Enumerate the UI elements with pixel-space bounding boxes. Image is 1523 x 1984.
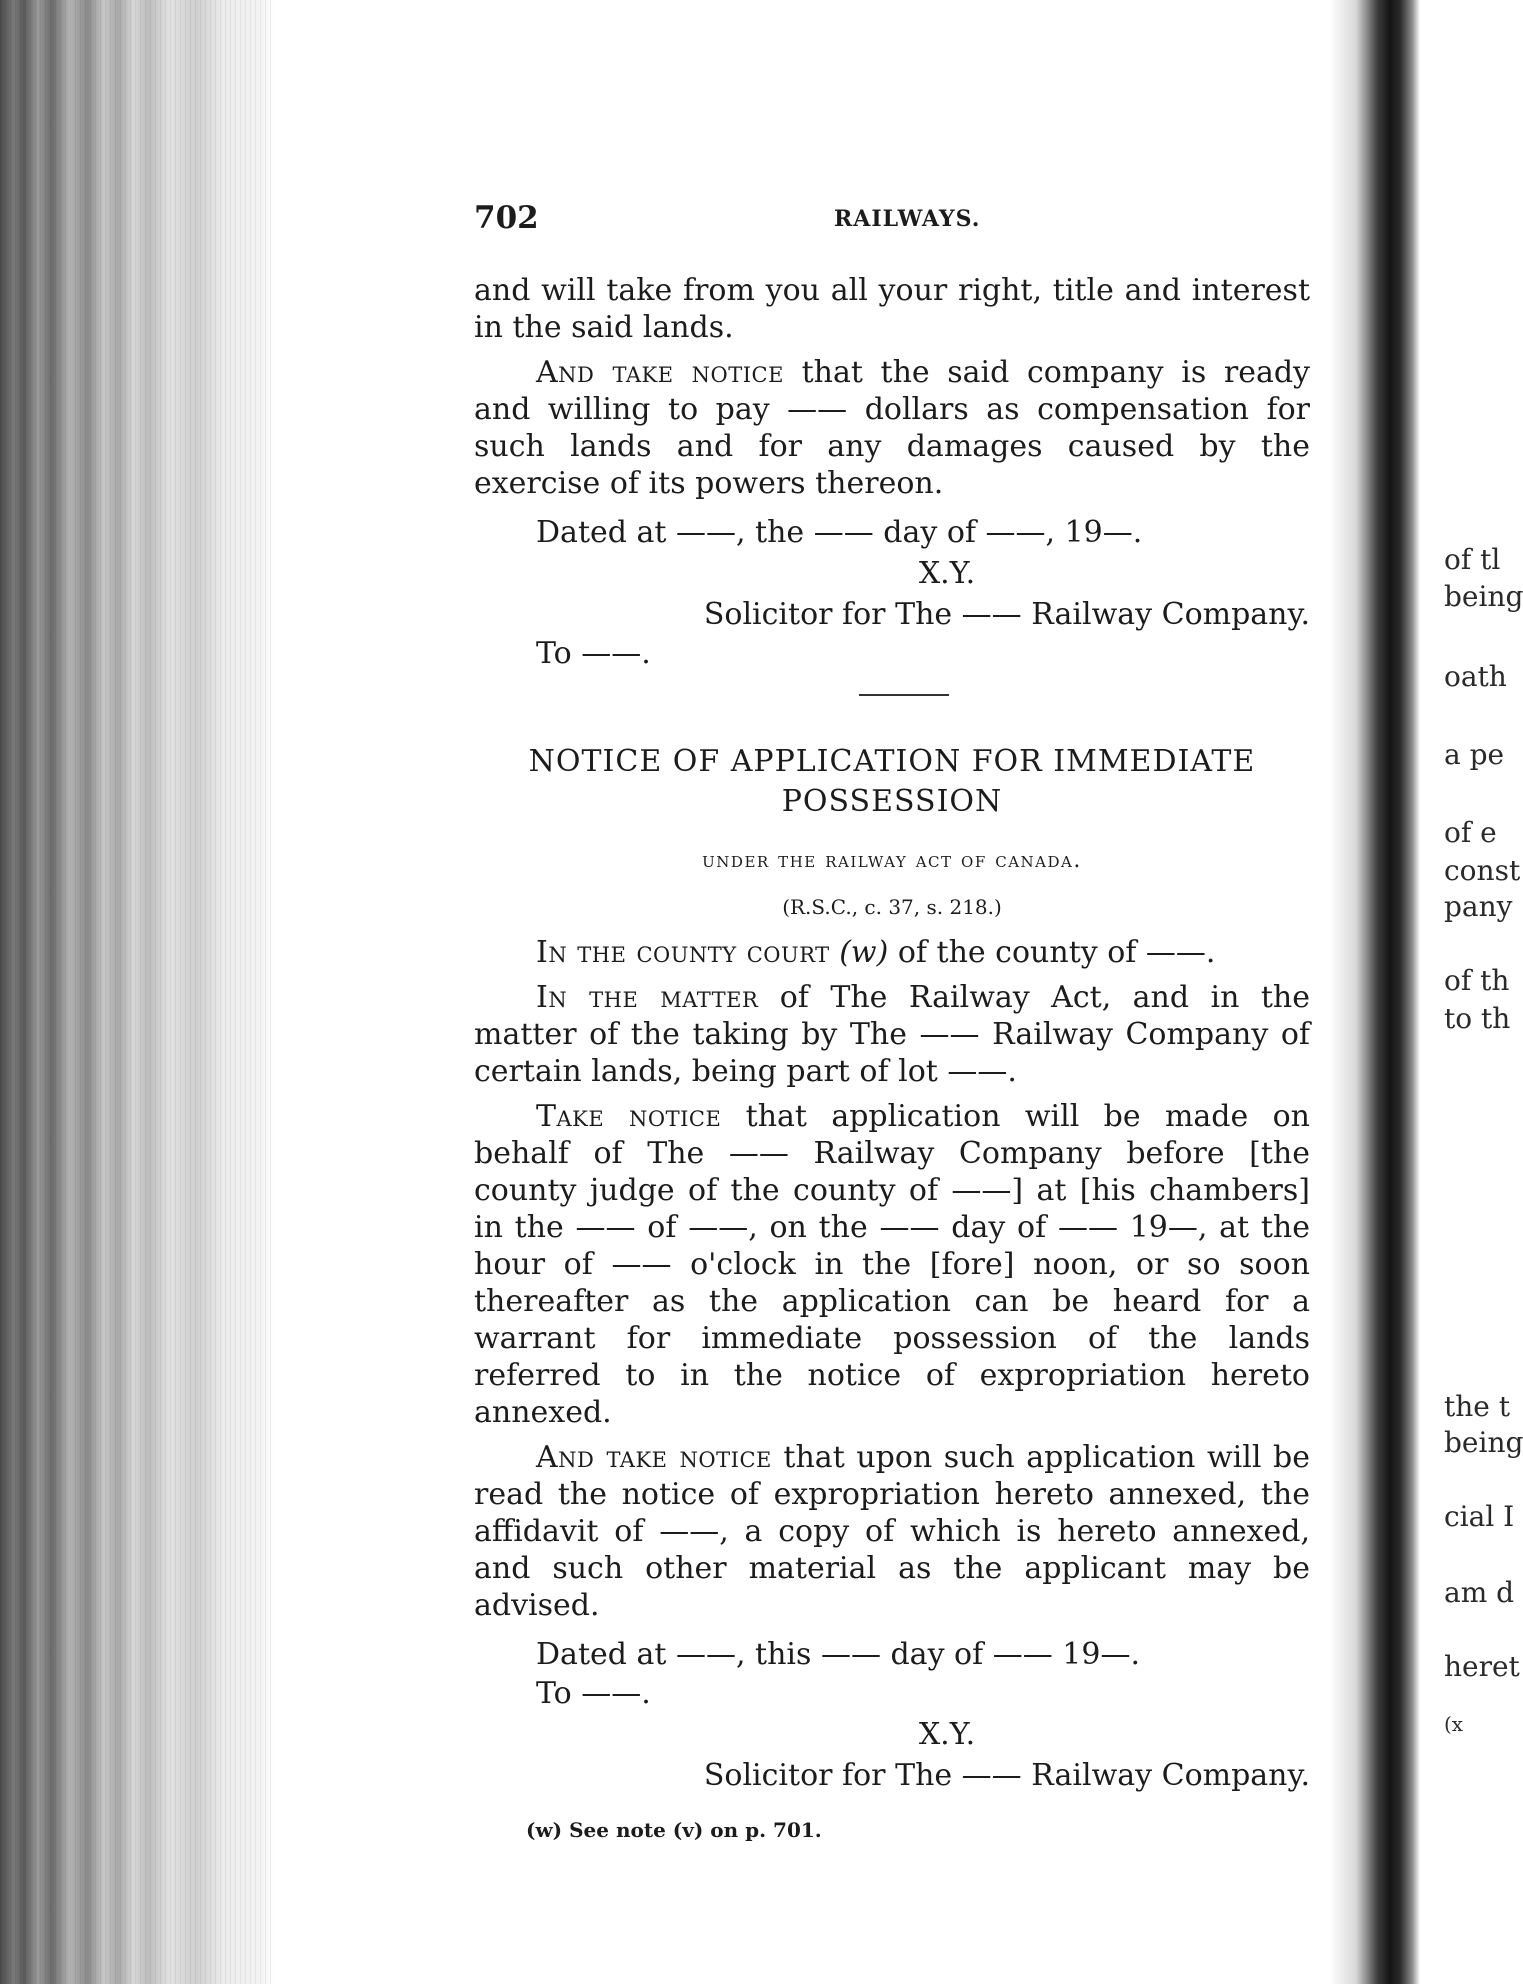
lead-phrase: And take notice <box>536 355 784 390</box>
facing-fragment: the t <box>1444 1390 1511 1423</box>
signatory-role: Solicitor for The —— Railway Company. <box>703 1758 1310 1793</box>
section-subtitle: under the railway act of canada. <box>702 848 1082 873</box>
lead-phrase: In the matter <box>536 980 759 1015</box>
facing-fragment: being <box>1444 1426 1523 1459</box>
note-marker: (w) <box>829 935 889 970</box>
facing-fragment: to th <box>1444 1002 1511 1035</box>
paragraph-text: that the said company is ready and willing to pay —— dollars as compensation for such lands and for any damages caused by the exercise of its powers thereon. <box>474 355 1310 501</box>
statute-citation: (R.S.C., c. 37, s. 218.) <box>782 895 1002 919</box>
addressee-line: To ——. <box>536 636 651 671</box>
addressee-line: To ——. <box>536 1676 651 1711</box>
running-title: RAILWAYS. <box>834 206 981 232</box>
facing-fragment: cial I <box>1444 1500 1515 1533</box>
paragraph: and will take from you all your right, title and interest in the said lands. <box>474 273 1310 345</box>
lead-phrase: In the county court <box>536 935 830 970</box>
facing-fragment: of e <box>1444 816 1497 849</box>
facing-fragment: oath <box>1444 660 1507 693</box>
page-body <box>474 272 1310 1849</box>
paragraph <box>474 1439 1310 1624</box>
signatory-name: X.Y. <box>918 1717 976 1752</box>
footnote: (w) See note (v) on p. 701. <box>526 1818 822 1842</box>
running-head <box>474 200 1310 240</box>
lead-phrase: Take notice <box>536 1099 722 1134</box>
court-line <box>474 934 1310 971</box>
dated-line: Dated at ——, the —— day of ——, 19—. <box>536 515 1143 550</box>
page-number: 702 <box>474 200 539 236</box>
section-title: NOTICE OF APPLICATION FOR IMMEDIATE POSSESSION <box>528 744 1256 819</box>
facing-fragment: heret <box>1444 1650 1520 1683</box>
facing-fragment: of tl <box>1444 543 1501 576</box>
paragraph <box>474 979 1310 1090</box>
paragraph-text: of the county of ——. <box>888 935 1216 970</box>
facing-fragment: pany <box>1444 890 1513 923</box>
paragraph-text: that upon such application will be read the notice of expropriation hereto annexed, the affidavit of ——, a copy of which is hereto annexed, and such other material as the applicant may be advised. <box>474 1440 1310 1623</box>
paragraph-text: that application will be made on behalf of The —— Railway Company before [the county judge of the county of ——] at [his chambers] in the —— of ——, on the —— day of —— 19—, at the hour of —— o'clock in the [fore] noon, or so soon thereafter as the application can be heard for a warrant for immediate possession of the lands referred to in the notice of expropriation hereto annexed. <box>474 1099 1310 1430</box>
facing-fragment: being <box>1444 580 1523 613</box>
signatory-role: Solicitor for The —— Railway Company. <box>703 597 1310 632</box>
paragraph <box>474 354 1310 502</box>
paragraph <box>474 1098 1310 1431</box>
section-divider <box>859 694 949 696</box>
facing-fragment: (x <box>1444 1712 1464 1736</box>
signatory-name: X.Y. <box>918 556 976 591</box>
facing-fragment: of th <box>1444 964 1510 997</box>
facing-fragment: const <box>1444 854 1521 887</box>
paragraph-text: of The Railway Act, and in the matter of the taking by The —— Railway Company of certain lands, being part of lot ——. <box>474 980 1310 1089</box>
facing-fragment: am d <box>1444 1576 1515 1609</box>
lead-phrase: And take notice <box>536 1440 772 1475</box>
dated-line: Dated at ——, this —— day of —— 19—. <box>536 1637 1140 1672</box>
facing-fragment: a pe <box>1444 738 1505 771</box>
